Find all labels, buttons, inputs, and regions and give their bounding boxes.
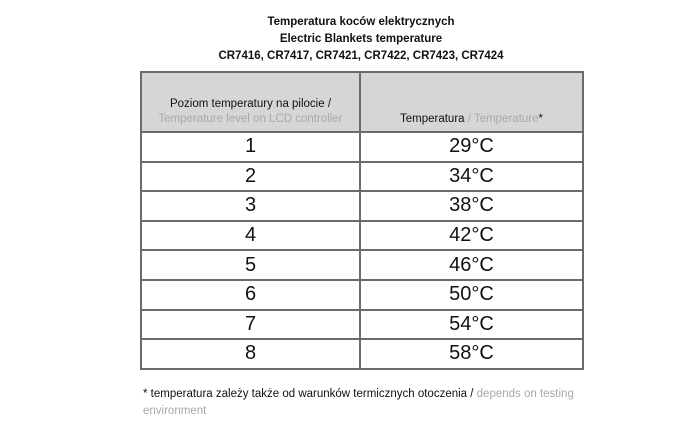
table-row: [141, 339, 583, 369]
title-polish: Temperatura koców elektrycznych: [267, 16, 455, 28]
level-cell: 8: [141, 339, 360, 369]
level-cell: 2: [141, 162, 360, 192]
temperature-cell: 38°C: [360, 191, 583, 221]
level-cell: 1: [141, 132, 360, 162]
table-row: [141, 310, 583, 340]
level-cell: 5: [141, 250, 360, 280]
header-level: [141, 72, 360, 132]
header-temperature-asterisk: *: [538, 113, 543, 125]
header-temperature-english: Temperature: [473, 113, 539, 125]
level-cell: 6: [141, 280, 360, 310]
temperature-cell: 29°C: [360, 132, 583, 162]
title-model-codes: CR7416, CR7417, CR7421, CR7422, CR7423, CR7424: [218, 50, 504, 62]
title-english: Electric Blankets temperature: [279, 33, 443, 45]
footnote-polish: * temperatura zależy także od warunków termicznych otoczenia /: [143, 388, 477, 400]
table-row: [141, 191, 583, 221]
document-title: [0, 14, 696, 65]
header-temperature-polish: Temperatura: [400, 113, 465, 125]
footnote-english: depends on testing environment: [143, 388, 574, 417]
temperature-cell: 42°C: [360, 221, 583, 251]
temperature-cell: 34°C: [360, 162, 583, 192]
level-cell: 4: [141, 221, 360, 251]
header-temperature-separator: /: [464, 113, 474, 125]
table-row: [141, 132, 583, 162]
temperature-cell: 50°C: [360, 280, 583, 310]
header-level-polish: Poziom temperatury na pilocie /: [169, 98, 332, 110]
temperature-table: [140, 71, 584, 370]
header-level-english: Temperature level on LCD controller: [158, 113, 343, 125]
temperature-cell: 54°C: [360, 310, 583, 340]
temperature-cell: 46°C: [360, 250, 583, 280]
temperature-cell: 58°C: [360, 339, 583, 369]
table-row: [141, 280, 583, 310]
level-cell: 7: [141, 310, 360, 340]
footnote: [143, 386, 583, 420]
table-row: [141, 250, 583, 280]
table-header-row: [141, 72, 583, 132]
table-row: [141, 221, 583, 251]
table-row: [141, 162, 583, 192]
level-cell: 3: [141, 191, 360, 221]
header-temperature: [360, 72, 583, 132]
